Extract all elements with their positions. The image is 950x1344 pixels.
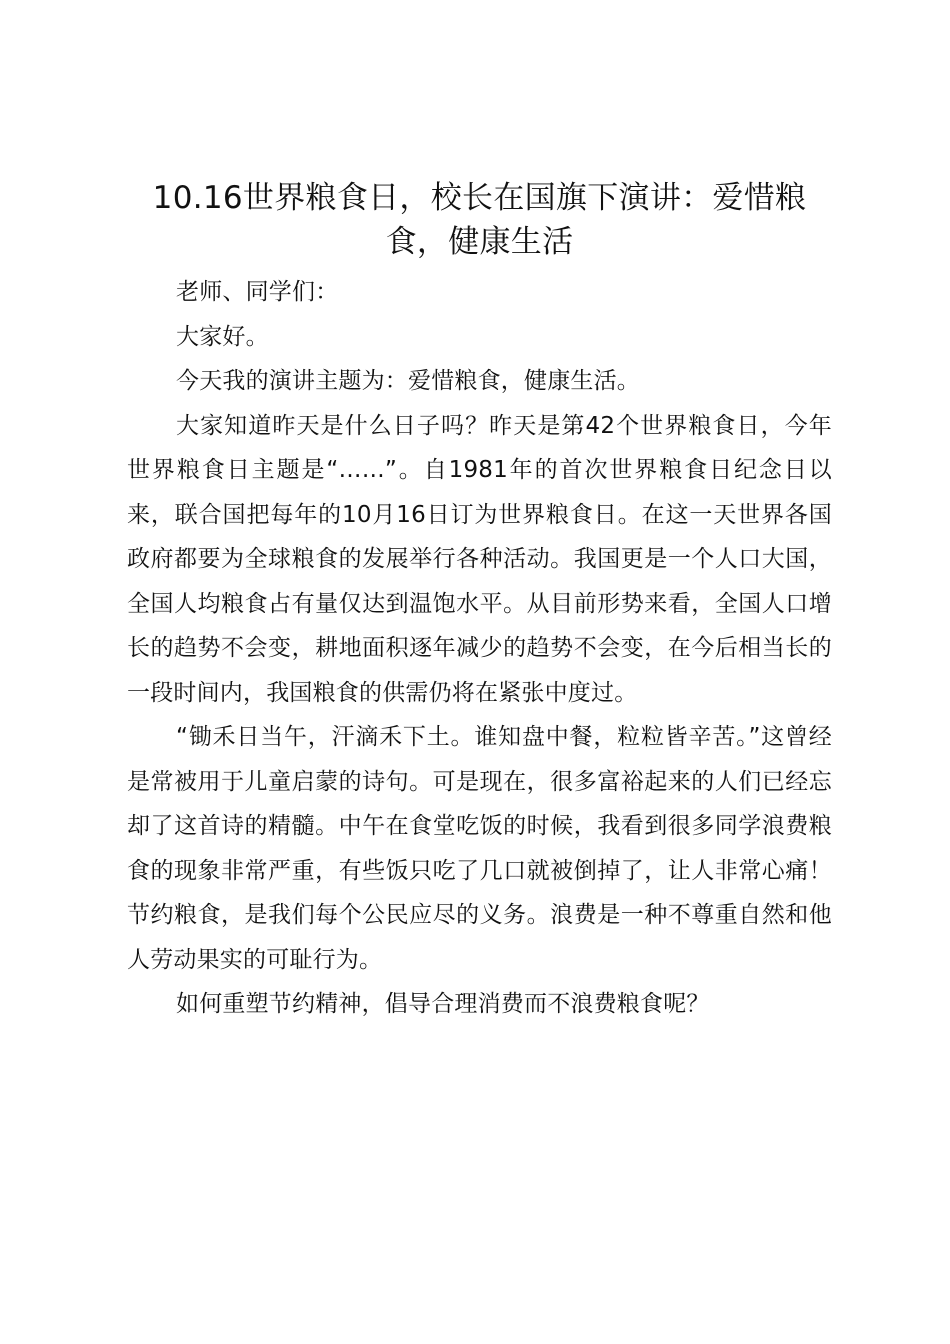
paragraph-hello: 大家好。 (176, 323, 269, 350)
paragraph-topic: 今天我的演讲主题为：爱惜粮食，健康生活。 (176, 368, 640, 394)
paragraph-poem: “锄禾日当午，汗滴禾下土。谁知盘中餐，粒粒皆辛苦。”这曾经是常被用于儿童启蒙的诗句。可是现在，很多富裕起来的人们已经忘却了这首诗的精髓。中午在食堂吃饭的时候，我看到很多同学浪费粮食的现象非常严重，有些饭只吃了几口就被倒掉了，让人非常心痛！节约粮食，是我们每个公民应尽的义务。浪费是一种不尊重自然和他人劳动果实的可耻行为。 (127, 724, 832, 973)
document-title: 10.16世界粮食日，校长在国旗下演讲：爱惜粮食，健康生活 (152, 180, 807, 260)
document-page (127, 176, 832, 1027)
paragraph-food-day: 大家知道昨天是什么日子吗？昨天是第42个世界粮食日，今年世界粮食日主题是“……”。自1981年的首次世界粮食日纪念日以来，联合国把每年的10月16日订为世界粮食日。在这一天世界各国政府都要为全球粮食的发展举行各种活动。我国更是一个人口大国，全国人均粮食占有量仅达到温饱水平。从目前形势来看，全国人口增长的趋势不会变，耕地面积逐年减少的趋势不会变，在今后相当长的一段时间内，我国粮食的供需仍将在紧张中度过。 (127, 412, 832, 706)
paragraph-greeting: 老师、同学们： (176, 279, 339, 305)
paragraph-question: 如何重塑节约精神，倡导合理消费而不浪费粮食呢？ (176, 991, 710, 1017)
